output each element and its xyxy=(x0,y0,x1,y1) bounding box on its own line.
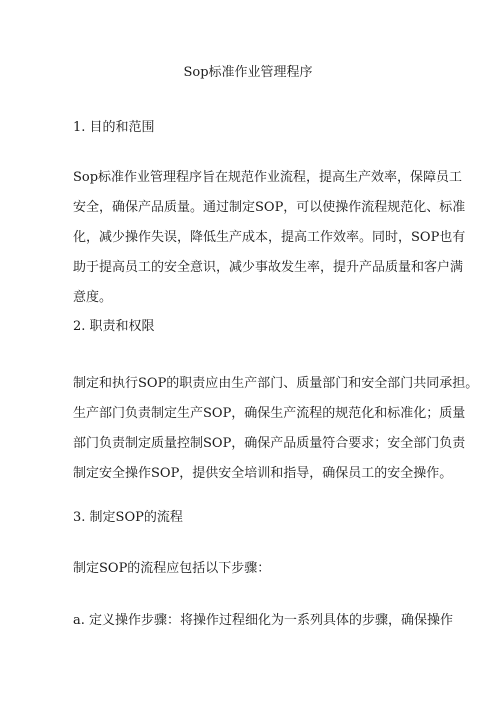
paragraph-line: 生产部门负责制定生产SOP，确保生产流程的规范化和标准化；质量 xyxy=(73,406,466,421)
paragraph-line: 制定和执行SOP的职责应由生产部门、质量部门和安全部门共同承担。 xyxy=(73,376,479,391)
section-paragraph-4 xyxy=(73,606,454,636)
section-paragraph-3 xyxy=(73,554,441,584)
section-heading-3: 3. 制定SOP的流程 xyxy=(73,510,183,525)
section-heading-1: 1. 目的和范围 xyxy=(73,120,155,135)
paragraph-line: 意度。 xyxy=(73,290,113,305)
paragraph-line: 化，减少操作失误，降低生产成本，提高工作效率。同时，SOP也有 xyxy=(73,230,466,245)
paragraph-line: a. 定义操作步骤：将操作过程细化为一系列具体的步骤，确保操作 xyxy=(73,613,454,628)
section-heading-2: 2. 职责和权限 xyxy=(73,319,155,334)
paragraph-line: 制定安全操作SOP，提供安全培训和指导，确保员工的安全操作。 xyxy=(73,466,453,481)
document-title: Sop标准作业管理程序 xyxy=(183,65,313,80)
paragraph-line: 制定SOP的流程应包括以下步骤： xyxy=(73,561,271,576)
paragraph-line: 部门负责制定质量控制SOP，确保产品质量符合要求；安全部门负责 xyxy=(73,436,466,451)
section-paragraph-1 xyxy=(73,163,466,313)
paragraph-line: 安全，确保产品质量。通过制定SOP，可以使操作流程规范化、标准 xyxy=(73,200,466,215)
paragraph-line: Sop标准作业管理程序旨在规范作业流程，提高生产效率，保障员工 xyxy=(73,170,463,185)
section-paragraph-2 xyxy=(73,369,479,489)
paragraph-line: 助于提高员工的安全意识，减少事故发生率，提升产品质量和客户满 xyxy=(73,260,464,275)
